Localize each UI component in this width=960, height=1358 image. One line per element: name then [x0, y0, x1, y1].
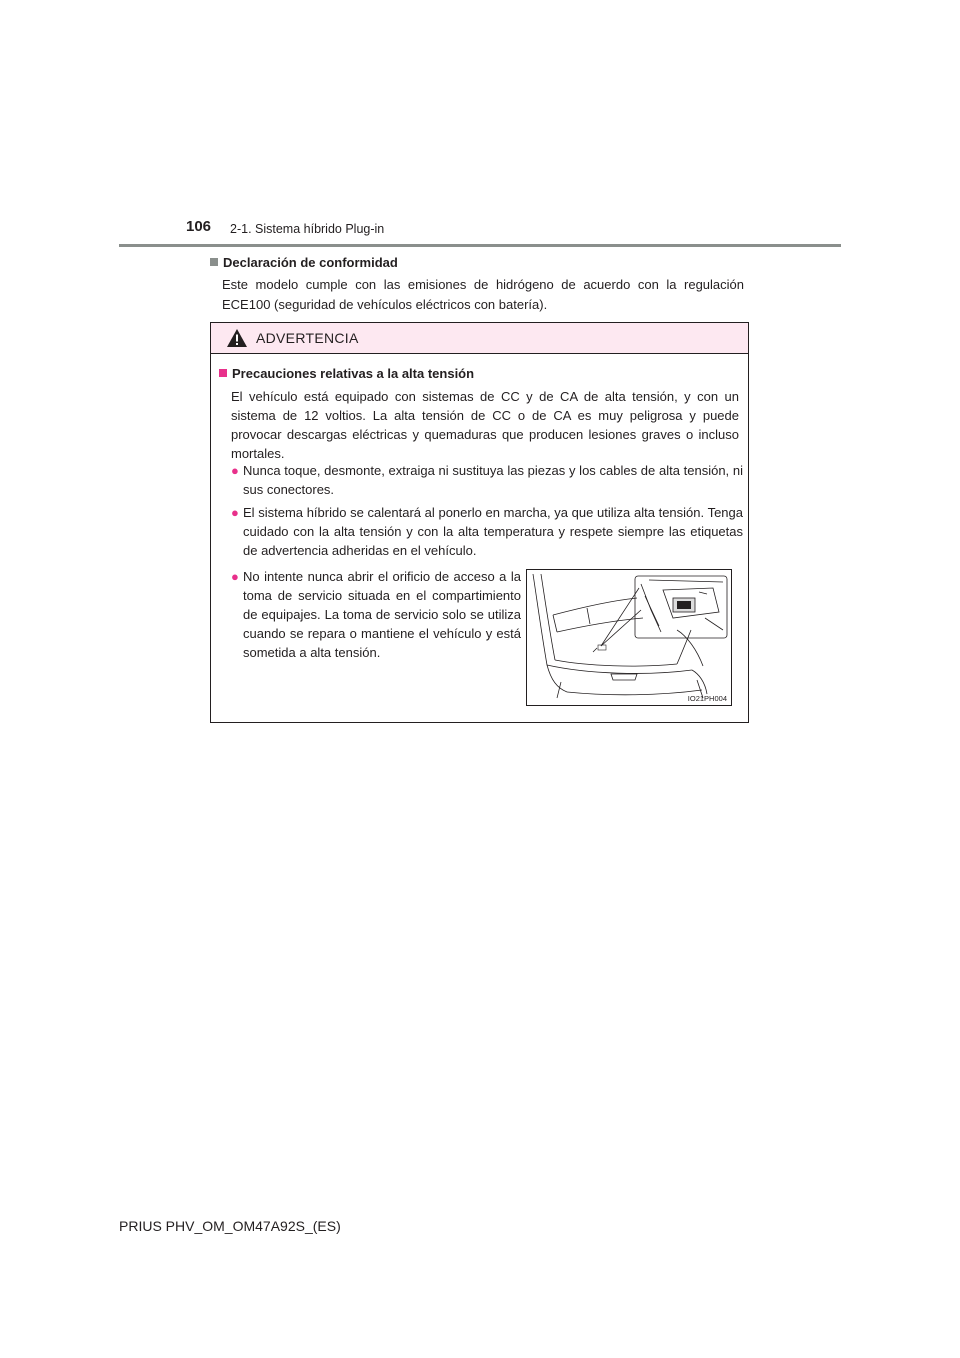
- circle-bullet-icon: ●: [231, 569, 239, 584]
- warning-triangle-icon: [226, 328, 248, 348]
- warning-item-text: El sistema híbrido se calentará al ponerlo en marcha, ya que utiliza alta tensión. Tenga cuidado con la alta tensión y con la alta temperatura y respete siempre las etiquetas de advertencia adheridas en el vehículo.: [243, 505, 743, 558]
- warning-item: [231, 567, 521, 662]
- warning-item: [231, 503, 743, 560]
- header-rule: [119, 244, 841, 247]
- warning-item-text: Nunca toque, desmonte, extraiga ni sustituya las piezas y los cables de alta tensión, ni sus conectores.: [243, 463, 743, 497]
- luggage-compartment-illustration: [526, 569, 732, 706]
- precaution-body: El vehículo está equipado con sistemas de CC y de CA de alta tensión, y con un sistema de 12 voltios. La alta tensión de CC o de CA es muy peligrosa y puede provocar descargas eléctricas y quemaduras que producen lesiones graves o incluso mortales.: [231, 389, 739, 461]
- warning-title: ADVERTENCIA: [256, 330, 359, 346]
- page-number: 106: [186, 218, 212, 235]
- warning-box: [210, 322, 749, 723]
- circle-bullet-icon: ●: [231, 505, 239, 520]
- service-plug-drawing: [527, 570, 731, 705]
- figure-code: IO21PH004: [687, 694, 727, 703]
- intro-heading-text: Declaración de conformidad: [223, 255, 398, 270]
- warning-header: [211, 323, 748, 354]
- circle-bullet-icon: ●: [231, 463, 239, 478]
- warning-item: [231, 461, 743, 499]
- intro-body: Este modelo cumple con las emisiones de hidrógeno de acuerdo con la regulación ECE100 (seguridad de vehículos eléctricos con batería).: [222, 277, 744, 312]
- section-title: 2-1. Sistema híbrido Plug-in: [230, 222, 385, 236]
- precaution-heading: [219, 366, 474, 381]
- square-bullet-icon: [219, 369, 227, 377]
- footer-doc-code: PRIUS PHV_OM_OM47A92S_(ES): [119, 1218, 341, 1234]
- intro-heading: [210, 255, 398, 270]
- precaution-heading-text: Precauciones relativas a la alta tensión: [232, 366, 475, 381]
- warning-item-text: No intente nunca abrir el orificio de acceso a la toma de servicio situada en el compartimiento de equipajes. La toma de servicio solo se utiliza cuando se repara o mantiene el vehículo y está sometida a alta tensión.: [243, 569, 521, 660]
- square-bullet-icon: [210, 258, 218, 266]
